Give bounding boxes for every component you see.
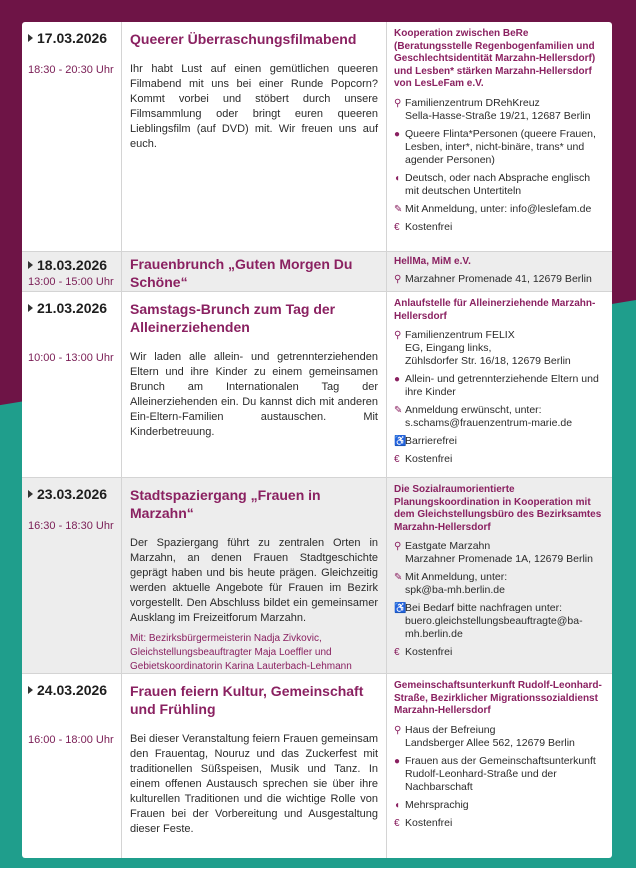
event-title: Frauen feiern Kultur, Gemeinschaft und Frühling — [130, 683, 364, 717]
event-row-17-03 — [22, 22, 612, 252]
person-icon: ● — [394, 374, 401, 385]
accessibility-info: ♿ Bei Bedarf bitte nachfragen unter: buero.gleichstellungsbeauftragte@ba-mh.berlin.de — [394, 602, 583, 640]
registration-info: ✎ Mit Anmeldung, unter: spk@ba-mh.berlin.de — [394, 571, 508, 596]
event-title: Frauenbrunch „Guten Morgen Du Schöne“ — [130, 256, 353, 290]
event-date: 18.03.2026 — [28, 257, 121, 273]
registration-info: ✎ Mit Anmeldung, unter: info@leslefam.de — [394, 202, 592, 215]
event-time: 10:00 - 13:00 Uhr — [28, 352, 114, 364]
pencil-icon: ✎ — [394, 203, 403, 215]
map-pin-icon: ⚲ — [394, 273, 402, 285]
date-cell — [22, 674, 122, 858]
details-cell — [387, 252, 612, 291]
triangle-icon — [28, 34, 33, 42]
event-organizer: Die Sozialraumorientierte Planungskoordination in Kooperation mit dem Gleichstellungsbüro des Bezirksamtes Marzahn-Hellersdorf — [394, 484, 602, 533]
language-info: ◖ Deutsch, oder nach Absprache englisch mit deutschen Untertiteln — [394, 171, 591, 197]
wheelchair-icon: ♿ — [394, 603, 407, 614]
map-pin-icon: ⚲ — [394, 330, 402, 341]
event-time: 13:00 - 15:00 Uhr — [28, 276, 114, 288]
date-cell — [22, 22, 122, 251]
event-row-23-03 — [22, 478, 612, 674]
language-info: ◖ Mehrsprachig — [394, 798, 469, 811]
details-cell — [387, 478, 612, 673]
map-pin-icon: ⚲ — [394, 541, 402, 552]
description-cell — [122, 674, 387, 858]
event-participants: Mit: Bezirksbürgermeisterin Nadja Zivkovic, Gleichstellungsbeauftragter Maja Loeffler und Gebietskoordinatorin Karina Lauterbach-Lehmann — [130, 633, 352, 672]
person-icon: ● — [394, 128, 401, 140]
speech-bubble-icon: ◖ — [394, 172, 401, 184]
wheelchair-icon: ♿ — [394, 436, 407, 447]
location-info: ⚲ Eastgate Marzahn Marzahner Promenade 1A, 12679 Berlin — [394, 540, 593, 565]
event-time: 16:30 - 18:30 Uhr — [28, 520, 114, 532]
pencil-icon: ✎ — [394, 405, 403, 416]
person-icon: ● — [394, 755, 401, 767]
euro-icon: € — [394, 817, 400, 829]
location-info: ⚲ Marzahner Promenade 41, 12679 Berlin — [394, 272, 592, 285]
cost-info: € Kostenfrei — [394, 816, 453, 829]
event-date: 24.03.2026 — [28, 682, 121, 698]
map-pin-icon: ⚲ — [394, 724, 402, 736]
event-row-18-03 — [22, 252, 612, 292]
event-organizer: Anlaufstelle für Alleinerziehende Marzahn-Hellersdorf — [394, 298, 596, 322]
event-row-21-03 — [22, 292, 612, 478]
description-cell — [122, 292, 387, 477]
event-description: Der Spaziergang führt zu zentralen Orten in Marzahn, an denen Frauen Stadtgeschichte geprägt haben und bis heute prägen. Gleichzeitig werden aktuelle Angebote für Frauen im Bezirk vorgestellt. Den Abschluss bildet ein gemeinsamer Ausklang im Freizeitforum Marzahn. — [130, 537, 378, 624]
euro-icon: € — [394, 221, 400, 233]
event-time: 18:30 - 20:30 Uhr — [28, 64, 114, 76]
triangle-icon — [28, 686, 33, 694]
audience-info: ● Allein- und getrennterziehende Eltern und ihre Kinder — [394, 373, 599, 398]
location-info: ⚲ Haus der Befreiung Landsberger Allee 562, 12679 Berlin — [394, 723, 575, 749]
event-title: Stadtspaziergang „Frauen in Marzahn“ — [130, 487, 321, 521]
event-calendar-sheet — [22, 22, 612, 858]
triangle-icon — [28, 261, 33, 269]
audience-info: ● Queere Flinta*Personen (queere Frauen, Lesben, inter*, nicht-binäre, trans* und agender Personen) — [394, 127, 596, 166]
location-info: ⚲ Familienzentrum DRehKreuz Sella-Hasse-Straße 19/21, 12687 Berlin — [394, 96, 591, 122]
event-organizer: Kooperation zwischen BeRe (Beratungsstelle Regenbogenfamilien und Geschlechtsidentität Marzahn-Hellersdorf) und Lesben* stärken Marzahn-Hellersdorf von LesLeFam e.V. — [394, 28, 596, 89]
event-description: Ihr habt Lust auf einen gemütlichen queeren Filmabend mit uns bei einer Runde Popcorn? Kommt vorbei und stöbert durch unsere Filmsammlung oder bringt euren queeren Lieblingsfilm (auf DVD) mit. Wir freuen uns auf euch. — [130, 63, 378, 150]
event-description: Bei dieser Veranstaltung feiern Frauen gemeinsam den Frauentag, Nouruz und das Zuckerfest mit traditionellen Süßspeisen, Musik und Tanz. In einem offenen Austausch sprechen sie über ihre kulturellen Traditionen und die wichtige Rolle von Frauen bei der Vorbereitung und Ausgestaltung dieser Feste. — [130, 733, 378, 835]
event-description: Wir laden alle allein- und getrennterziehenden Eltern und ihre Kinder zu einem gemeinsamen Brunch am Internationalen Tag der Alleinerziehenden ein. Du kannst dich mit anderen Ein-Eltern-Familien austauschen. Mit Kinderbetreuung. — [130, 351, 378, 438]
speech-bubble-icon: ◖ — [394, 799, 401, 811]
audience-info: ● Frauen aus der Gemeinschaftsunterkunft Rudolf-Leonhard-Straße und der Nachbarschaft — [394, 754, 596, 793]
event-time: 16:00 - 18:00 Uhr — [28, 734, 114, 746]
cost-info: € Kostenfrei — [394, 220, 453, 233]
date-cell — [22, 252, 122, 291]
accessibility-info: ♿ Barrierefrei — [394, 435, 457, 447]
event-organizer: HellMa, MiM e.V. — [394, 256, 471, 267]
details-cell — [387, 292, 612, 477]
triangle-icon — [28, 490, 33, 498]
date-cell — [22, 292, 122, 477]
description-cell — [122, 22, 387, 251]
cost-info: € Kostenfrei — [394, 646, 453, 658]
event-date: 17.03.2026 — [28, 30, 121, 46]
cost-info: € Kostenfrei — [394, 453, 453, 465]
event-title: Queerer Überraschungsfilmabend — [130, 31, 357, 47]
event-date: 23.03.2026 — [28, 486, 121, 502]
map-pin-icon: ⚲ — [394, 97, 402, 109]
details-cell — [387, 22, 612, 251]
background-bottom-strip — [0, 868, 636, 884]
details-cell — [387, 674, 612, 858]
registration-info: ✎ Anmeldung erwünscht, unter: s.schams@frauenzentrum-marie.de — [394, 404, 573, 429]
location-info: ⚲ Familienzentrum FELIX EG, Eingang links, Zühlsdorfer Str. 16/18, 12679 Berlin — [394, 329, 571, 367]
event-date: 21.03.2026 — [28, 300, 121, 316]
date-cell — [22, 478, 122, 673]
event-title: Samstags-Brunch zum Tag der Alleinerziehenden — [130, 301, 336, 335]
description-cell — [122, 478, 387, 673]
euro-icon: € — [394, 647, 400, 658]
euro-icon: € — [394, 454, 400, 465]
event-row-24-03 — [22, 674, 612, 858]
triangle-icon — [28, 304, 33, 312]
pencil-icon: ✎ — [394, 572, 403, 583]
description-cell — [122, 252, 387, 291]
event-organizer: Gemeinschaftsunterkunft Rudolf-Leonhard-Straße, Bezirklicher Migrationssozialdienst Marzahn-Hellersdorf — [394, 680, 602, 716]
